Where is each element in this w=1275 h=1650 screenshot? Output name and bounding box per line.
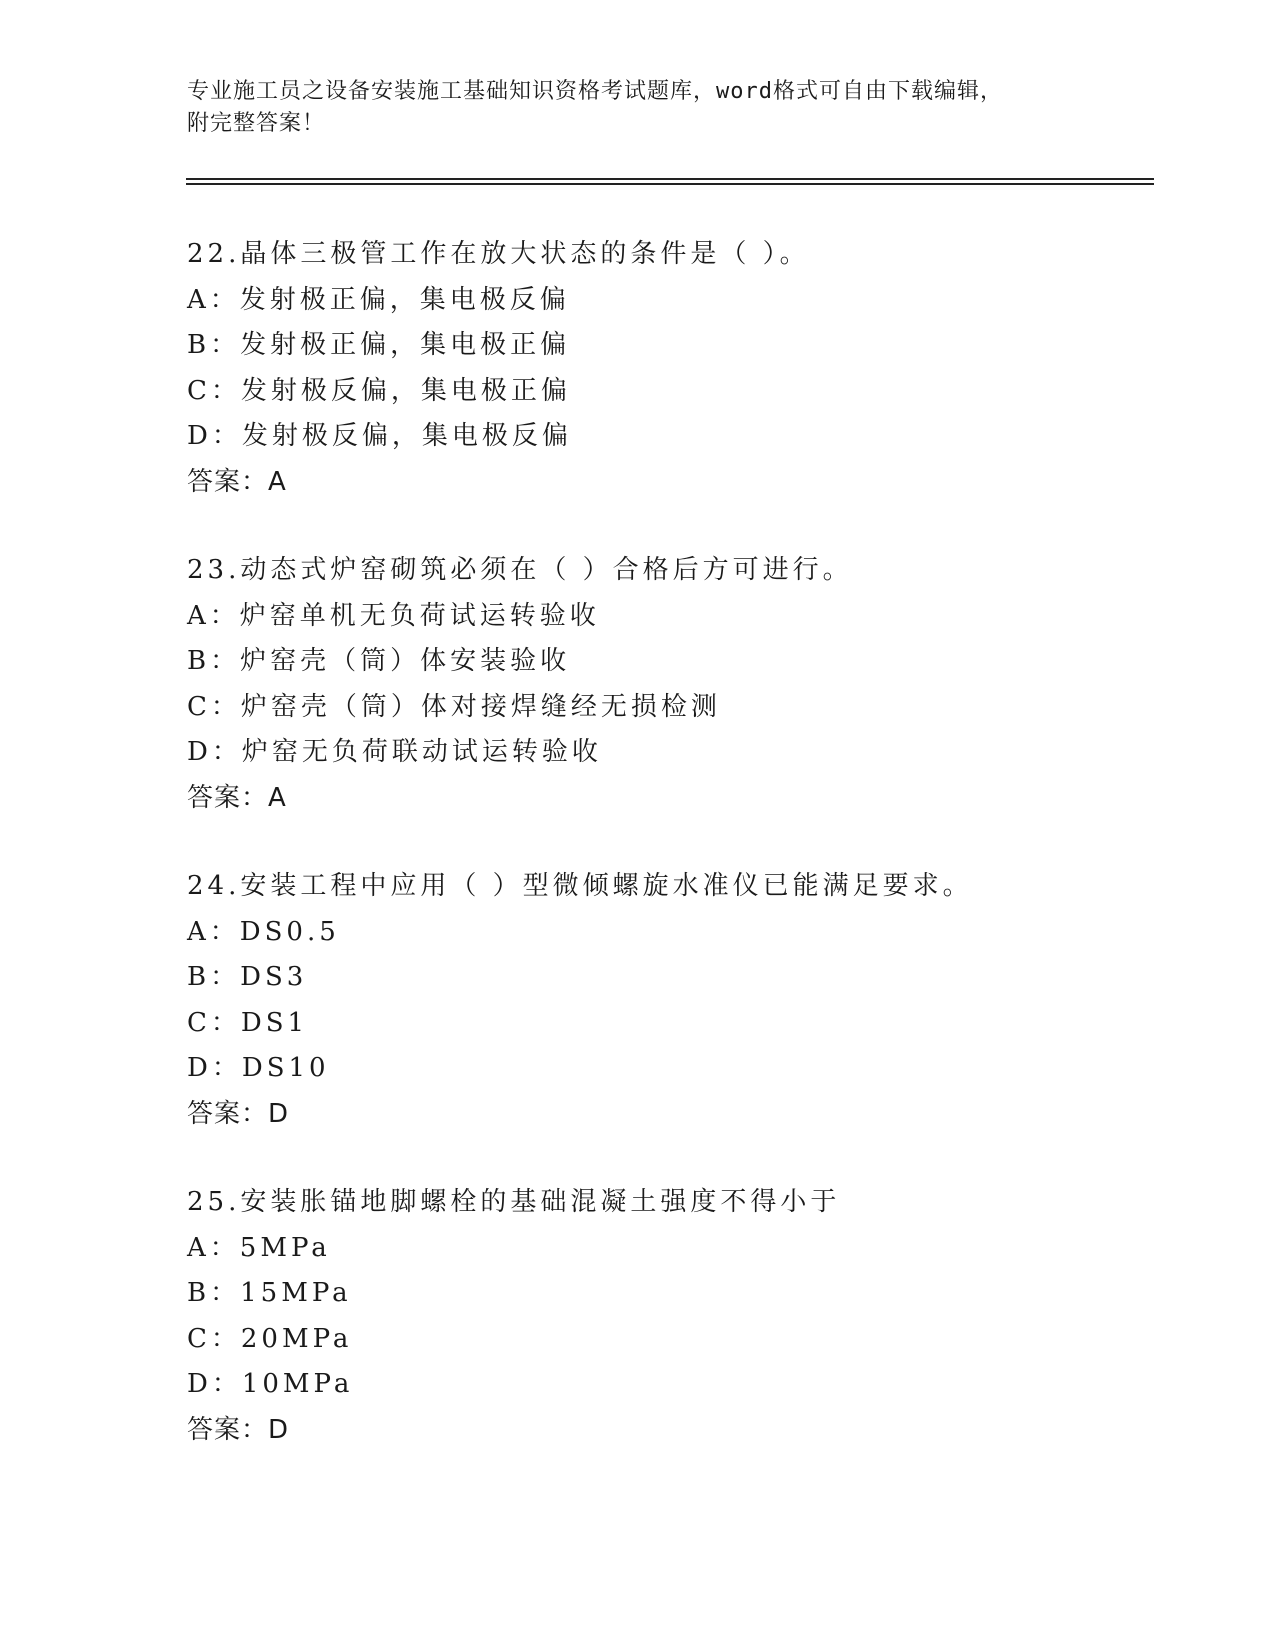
option-d: D：发射极反偏，集电极反偏 xyxy=(187,421,572,451)
question-stem: 24.安装工程中应用（ ）型微倾螺旋水准仪已能满足要求。 xyxy=(187,871,973,901)
option-b: B：15MPa xyxy=(187,1278,352,1308)
option-c: C：发射极反偏，集电极正偏 xyxy=(187,375,571,406)
option-d: D：10MPa xyxy=(187,1369,354,1399)
option-a: A：发射极正偏，集电极反偏 xyxy=(187,284,570,315)
option-a: A：炉窑单机无负荷试运转验收 xyxy=(187,600,600,631)
option-c: C：DS1 xyxy=(187,1007,309,1038)
option-a: A：DS0.5 xyxy=(187,916,340,947)
header-divider-bottom xyxy=(186,183,1154,185)
option-d: D：DS10 xyxy=(187,1053,330,1083)
question-stem: 25.安装胀锚地脚螺栓的基础混凝土强度不得小于 xyxy=(187,1187,841,1217)
header-line-1: 专业施工员之设备安装施工基础知识资格考试题库，word格式可自由下载编辑， xyxy=(187,79,1003,104)
answer-label: 答案：D xyxy=(187,1098,290,1129)
option-c: C：炉窑壳（筒）体对接焊缝经无损检测 xyxy=(187,691,721,722)
question-22 xyxy=(187,232,1187,505)
option-b: B：DS3 xyxy=(187,962,308,992)
option-c: C：20MPa xyxy=(187,1323,353,1354)
question-24 xyxy=(187,864,1187,1137)
answer-label: 答案：D xyxy=(187,1414,290,1445)
question-25 xyxy=(187,1180,1187,1453)
option-a: A：5MPa xyxy=(187,1232,331,1263)
option-b: B：发射极正偏，集电极正偏 xyxy=(187,330,571,360)
question-23 xyxy=(187,548,1187,821)
answer-label: 答案：A xyxy=(187,466,287,497)
header-divider-top xyxy=(186,178,1154,180)
question-stem: 23.动态式炉窑砌筑必须在（ ）合格后方可进行。 xyxy=(187,555,853,585)
option-d: D：炉窑无负荷联动试运转验收 xyxy=(187,737,602,767)
answer-label: 答案：A xyxy=(187,782,287,813)
document-header xyxy=(187,76,1087,140)
option-b: B：炉窑壳（筒）体安装验收 xyxy=(187,646,571,676)
header-line-2: 附完整答案！ xyxy=(187,111,326,136)
question-stem: 22.晶体三极管工作在放大状态的条件是（ ）。 xyxy=(187,239,810,269)
